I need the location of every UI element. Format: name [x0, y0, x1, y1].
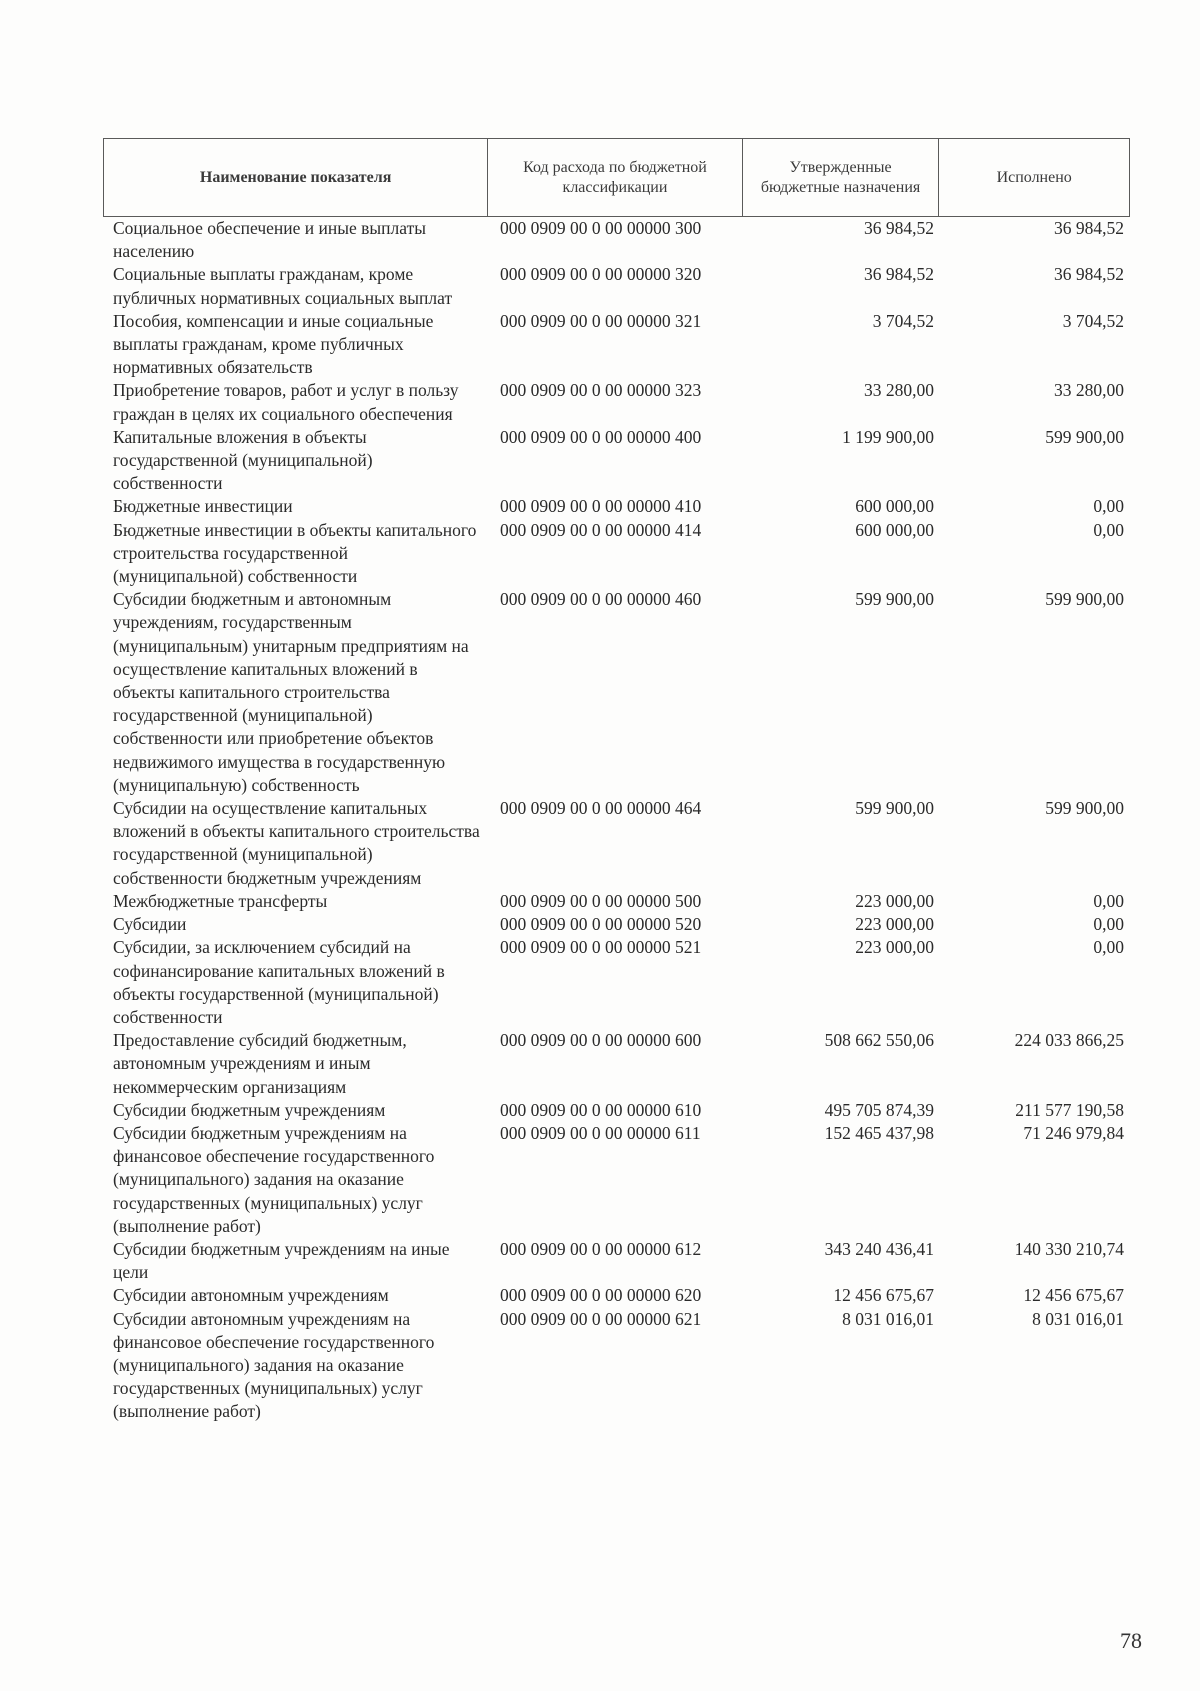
row-approved: 600 000,00: [855, 519, 934, 540]
page-number: 78: [1120, 1628, 1142, 1653]
row-executed: 12 456 675,67: [1023, 1285, 1124, 1306]
row-approved: 36 984,52: [864, 218, 934, 238]
table-row: [103, 936, 1130, 1029]
header-approved: Утвержденные бюджетные назначения: [743, 139, 940, 216]
row-approved: 3 704,52: [872, 310, 934, 331]
row-executed: 0,00: [1093, 890, 1124, 911]
table-row: [103, 890, 1130, 913]
budget-table: [103, 138, 1130, 1424]
row-approved: 495 705 874,39: [824, 1099, 934, 1120]
row-executed: 224 033 866,25: [1014, 1030, 1124, 1051]
table-header: [103, 138, 1130, 217]
row-code: 000 0909 00 0 00 00000 500: [500, 890, 702, 911]
table-row: [103, 1308, 1130, 1424]
table-row: [103, 797, 1130, 890]
row-name: Бюджетные инвестиции в объекты капитального строительства государственной (муниципальной) собственности: [113, 519, 477, 587]
row-name: Субсидии на осуществление капитальных вложений в объекты капитального строительства государственной (муниципальной) собственности бюджетным учреждениям: [113, 798, 480, 888]
row-name: Капитальные вложения в объекты государственной (муниципальной) собственности: [113, 426, 373, 494]
row-code: 000 0909 00 0 00 00000 521: [500, 937, 702, 958]
row-code: 000 0909 00 0 00 00000 320: [500, 264, 702, 285]
row-executed: 140 330 210,74: [1014, 1238, 1124, 1259]
row-name: Социальное обеспечение и иные выплаты населению: [113, 218, 427, 262]
row-approved: 343 240 436,41: [824, 1238, 934, 1259]
table-row: [103, 519, 1130, 589]
row-approved: 12 456 675,67: [833, 1285, 934, 1306]
row-name: Пособия, компенсации и иные социальные выплаты гражданам, кроме публичных нормативных обязательств: [113, 310, 434, 378]
row-name: Субсидии бюджетным учреждениям на иные цели: [113, 1238, 450, 1283]
table-row: [103, 263, 1130, 309]
row-approved: 599 900,00: [855, 798, 934, 819]
row-executed: 599 900,00: [1045, 589, 1124, 610]
row-approved: 223 000,00: [855, 914, 934, 935]
table-row: [103, 310, 1130, 380]
row-approved: 33 280,00: [864, 380, 934, 401]
row-approved: 1 199 900,00: [842, 426, 934, 447]
row-code: 000 0909 00 0 00 00000 410: [500, 496, 702, 517]
row-name: Предоставление субсидий бюджетным, автономным учреждениям и иным некоммерческим организациям: [113, 1030, 407, 1097]
row-approved: 223 000,00: [855, 937, 934, 958]
header-code: Код расхода по бюджетной классификации: [488, 139, 743, 216]
table-row: [103, 1029, 1130, 1099]
row-approved: 152 465 437,98: [824, 1122, 934, 1143]
row-name: Субсидии автономным учреждениям: [113, 1285, 389, 1306]
row-name: Субсидии, за исключением субсидий на софинансирование капитальных вложений в объекты государственной (муниципальной) собственности: [113, 937, 445, 1027]
row-code: 000 0909 00 0 00 00000 612: [500, 1238, 702, 1259]
row-code: 000 0909 00 0 00 00000 460: [500, 589, 702, 610]
table-row: [103, 913, 1130, 936]
row-approved: 600 000,00: [855, 496, 934, 517]
table-row: [103, 1122, 1130, 1238]
row-code: 000 0909 00 0 00 00000 600: [500, 1030, 702, 1051]
row-code: 000 0909 00 0 00 00000 520: [500, 914, 702, 935]
table-row: [103, 1099, 1130, 1122]
row-approved: 36 984,52: [864, 264, 934, 285]
row-name: Приобретение товаров, работ и услуг в пользу граждан в целях их социального обеспечения: [113, 380, 459, 424]
row-code: 000 0909 00 0 00 00000 321: [500, 310, 702, 331]
row-executed: 599 900,00: [1045, 798, 1124, 819]
row-approved: 599 900,00: [855, 589, 934, 610]
table-row: [103, 1284, 1130, 1307]
row-executed: 36 984,52: [1054, 218, 1124, 238]
row-approved: 508 662 550,06: [824, 1030, 934, 1051]
row-executed: 0,00: [1093, 496, 1124, 517]
row-executed: 33 280,00: [1054, 380, 1124, 401]
row-code: 000 0909 00 0 00 00000 621: [500, 1308, 702, 1329]
header-name: Наименование показателя: [104, 139, 488, 216]
table-row: [103, 495, 1130, 518]
table-row: [103, 217, 1130, 263]
row-code: 000 0909 00 0 00 00000 300: [500, 218, 702, 238]
row-code: 000 0909 00 0 00 00000 620: [500, 1285, 702, 1306]
row-name: Бюджетные инвестиции: [113, 496, 293, 517]
row-executed: 211 577 190,58: [1015, 1099, 1124, 1120]
row-code: 000 0909 00 0 00 00000 323: [500, 380, 702, 401]
row-executed: 36 984,52: [1054, 264, 1124, 285]
table-row: [103, 379, 1130, 425]
row-code: 000 0909 00 0 00 00000 400: [500, 426, 702, 447]
table-row: [103, 588, 1130, 797]
row-name: Субсидии бюджетным и автономным учреждениям, государственным (муниципальным) унитарным предприятиям на осуществление капитальных вложений в объекты капитального строительства государственной (муниципальной) собственности или приобретение объектов недвижимого имущества в государственную (муниципальную) собственность: [113, 589, 469, 795]
row-name: Субсидии: [113, 914, 187, 935]
row-approved: 223 000,00: [855, 890, 934, 911]
row-executed: 8 031 016,01: [1032, 1308, 1124, 1329]
row-code: 000 0909 00 0 00 00000 610: [500, 1099, 702, 1120]
row-name: Субсидии бюджетным учреждениям на финансовое обеспечение государственного (муниципального) задания на оказание государственных (муниципальных) услуг (выполнение работ): [113, 1122, 435, 1236]
row-executed: 71 246 979,84: [1023, 1122, 1124, 1143]
row-approved: 8 031 016,01: [842, 1308, 934, 1329]
table-row: [103, 426, 1130, 496]
row-name: Субсидии автономным учреждениям на финансовое обеспечение государственного (муниципального) задания на оказание государственных (муниципальных) услуг (выполнение работ): [113, 1308, 435, 1422]
row-executed: 0,00: [1093, 914, 1124, 935]
table-row: [103, 1238, 1130, 1284]
table-body: [103, 217, 1130, 1424]
row-name: Социальные выплаты гражданам, кроме публичных нормативных социальных выплат: [113, 264, 453, 308]
row-code: 000 0909 00 0 00 00000 464: [500, 798, 702, 819]
row-code: 000 0909 00 0 00 00000 414: [500, 519, 702, 540]
header-executed: Исполнено: [996, 168, 1072, 186]
row-code: 000 0909 00 0 00 00000 611: [500, 1122, 701, 1143]
row-executed: 599 900,00: [1045, 426, 1124, 447]
row-name: Межбюджетные трансферты: [113, 890, 328, 911]
row-executed: 3 704,52: [1062, 310, 1124, 331]
row-name: Субсидии бюджетным учреждениям: [113, 1099, 386, 1120]
row-executed: 0,00: [1093, 937, 1124, 958]
row-executed: 0,00: [1093, 519, 1124, 540]
